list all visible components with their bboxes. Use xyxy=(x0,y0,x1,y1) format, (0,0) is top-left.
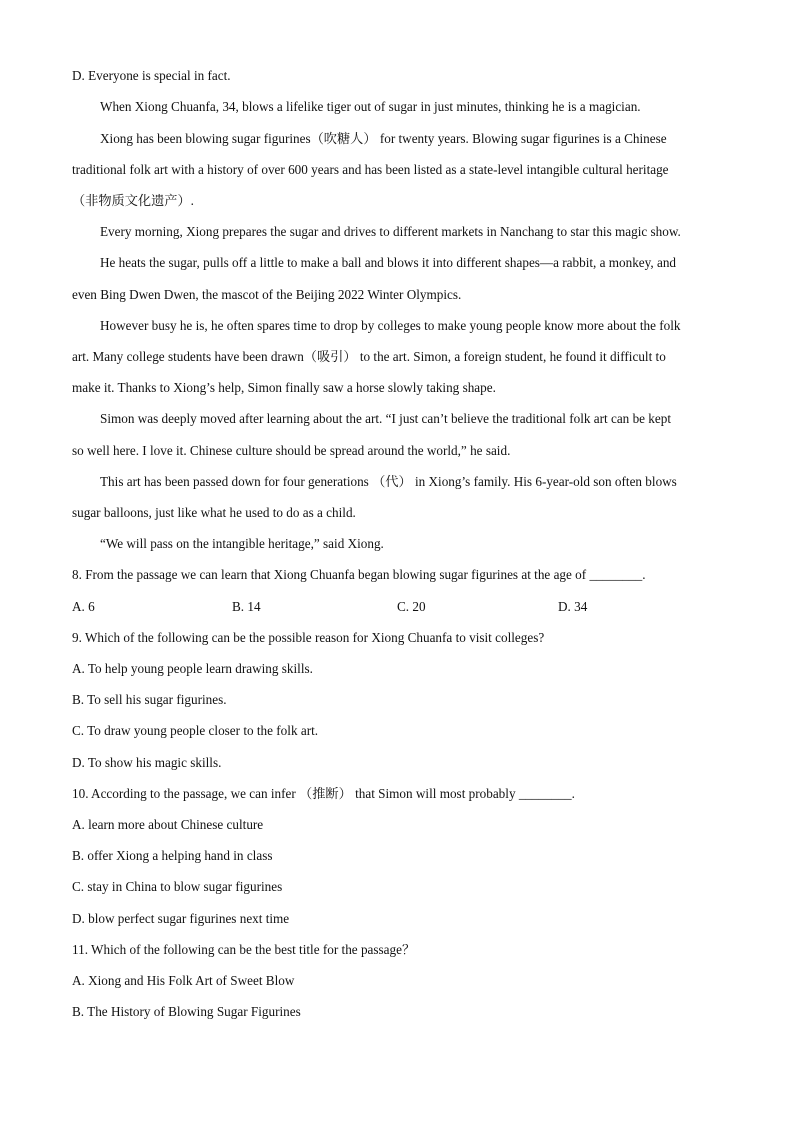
passage-paragraph-8: “We will pass on the intangible heritage,” said Xiong. xyxy=(100,536,384,551)
question-8-options xyxy=(72,599,732,615)
question-8-option-a: A. 6 xyxy=(72,599,95,614)
passage-paragraph-5-line-1: However busy he is, he often spares time to drop by colleges to make young people know more about the folk xyxy=(100,318,681,333)
question-9-option-b: B. To sell his sugar figurines. xyxy=(72,692,227,707)
question-8-option-b: B. 14 xyxy=(232,599,261,614)
passage-paragraph-5-line-2: art. Many college students have been drawn（吸引） to the art. Simon, a foreign student, he found it difficult to xyxy=(72,349,666,364)
question-9-stem: 9. Which of the following can be the possible reason for Xiong Chuanfa to visit colleges? xyxy=(72,630,545,645)
question-9-option-a: A. To help young people learn drawing skills. xyxy=(72,661,313,676)
passage-paragraph-4-line-2: even Bing Dwen Dwen, the mascot of the Beijing 2022 Winter Olympics. xyxy=(72,287,462,302)
passage-paragraph-2-line-2: traditional folk art with a history of over 600 years and has been listed as a state-level intangible cultural heritage xyxy=(72,162,669,177)
question-10-option-b: B. offer Xiong a helping hand in class xyxy=(72,848,273,863)
passage-paragraph-5-line-3: make it. Thanks to Xiong’s help, Simon finally saw a horse slowly taking shape. xyxy=(72,380,496,395)
passage-paragraph-6-line-1: Simon was deeply moved after learning about the art. “I just can’t believe the traditional folk art can be kept xyxy=(100,411,672,426)
question-11-stem: 11. Which of the following can be the best title for the passage？ xyxy=(72,942,416,957)
question-8-option-c: C. 20 xyxy=(397,599,426,614)
passage-paragraph-2-line-1: Xiong has been blowing sugar figurines（吹糖人） for twenty years. Blowing sugar figurines is a Chinese xyxy=(100,131,667,146)
passage-paragraph-7-line-2: sugar balloons, just like what he used to do as a child. xyxy=(72,505,356,520)
question-8-stem: 8. From the passage we can learn that Xiong Chuanfa began blowing sugar figurines at the age of ________. xyxy=(72,567,646,582)
question-10-stem: 10. According to the passage, we can infer （推断） that Simon will most probably ________. xyxy=(72,786,575,801)
question-10-option-a: A. learn more about Chinese culture xyxy=(72,817,264,832)
question-10-option-c: C. stay in China to blow sugar figurines xyxy=(72,879,283,894)
question-11-option-b: B. The History of Blowing Sugar Figurines xyxy=(72,1004,301,1019)
passage-paragraph-7-line-1: This art has been passed down for four generations （代） in Xiong’s family. His 6-year-old son often blows xyxy=(100,474,677,489)
option-d-everyone-special: D. Everyone is special in fact. xyxy=(72,68,231,83)
question-8-option-d: D. 34 xyxy=(558,599,588,614)
question-11-option-a: A. Xiong and His Folk Art of Sweet Blow xyxy=(72,973,295,988)
passage-paragraph-1: When Xiong Chuanfa, 34, blows a lifelike tiger out of sugar in just minutes, thinking he is a magician. xyxy=(100,99,641,114)
question-10-option-d: D. blow perfect sugar figurines next time xyxy=(72,911,290,926)
passage-paragraph-3: Every morning, Xiong prepares the sugar and drives to different markets in Nanchang to star this magic show. xyxy=(100,224,681,239)
question-9-option-c: C. To draw young people closer to the folk art. xyxy=(72,723,319,738)
passage-paragraph-2-line-3: （非物质文化遗产）. xyxy=(72,193,194,208)
question-9-option-d: D. To show his magic skills. xyxy=(72,755,222,770)
passage-paragraph-6-line-2: so well here. I love it. Chinese culture should be spread around the world,” he said. xyxy=(72,443,511,458)
passage-paragraph-4-line-1: He heats the sugar, pulls off a little to make a ball and blows it into different shapes—a rabbit, a monkey, and xyxy=(100,255,677,270)
